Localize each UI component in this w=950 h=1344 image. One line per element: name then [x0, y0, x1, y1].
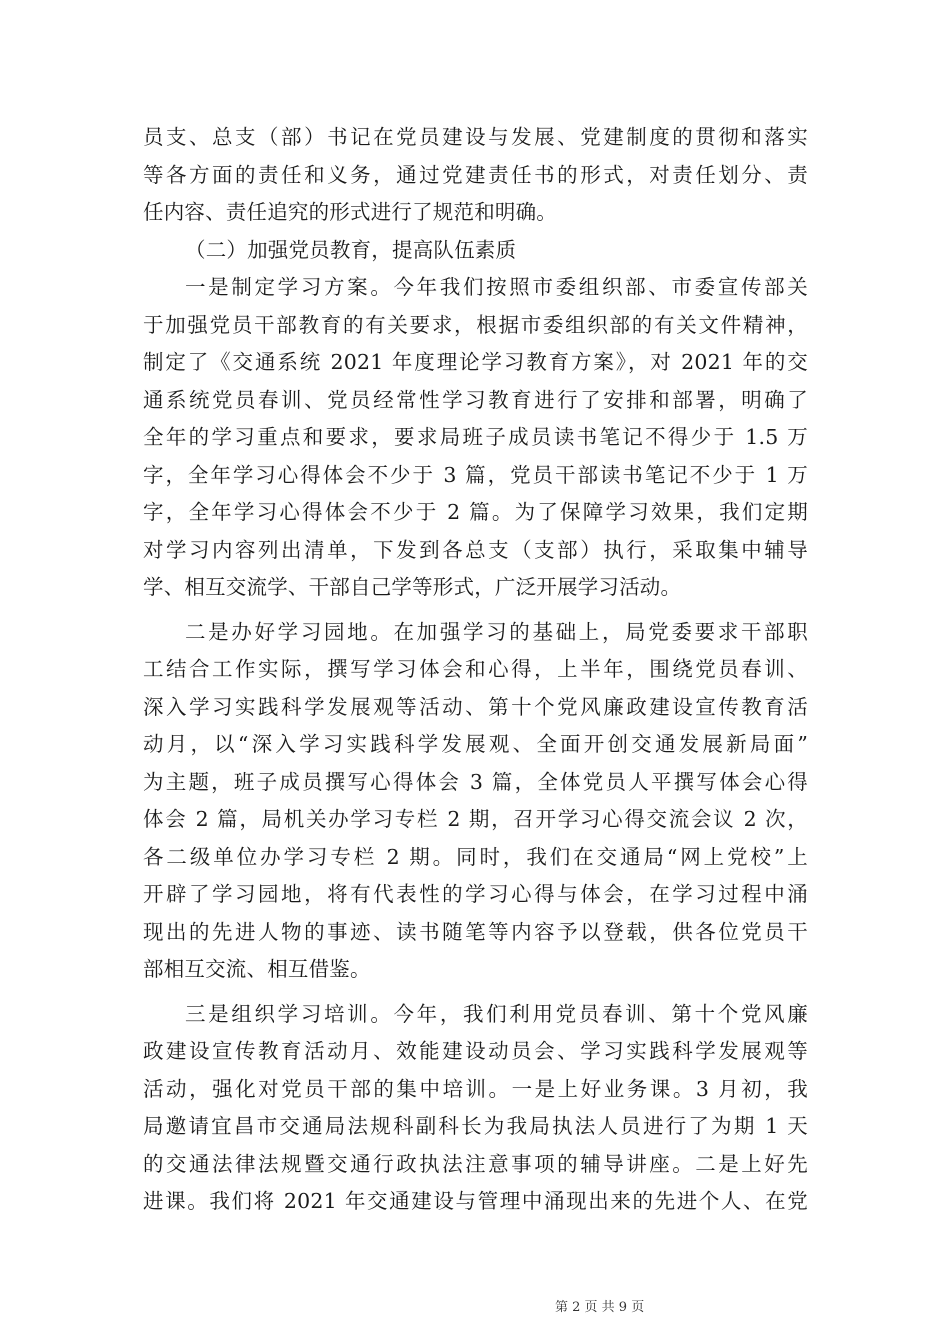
text-line: 制定了《交通系统 2021 年度理论学习教育方案》，对 2021 年的交	[143, 350, 808, 374]
text-line: 对学习内容列出清单，下发到各总支（支部）执行，采取集中辅导	[143, 537, 808, 562]
document-body	[143, 119, 808, 1221]
text-line: 通系统党员春训、党员经常性学习教育进行了安排和部署，明确了	[143, 387, 808, 412]
text-line: 学、相互交流学、干部自己学等形式，广泛开展学习活动。	[143, 575, 682, 599]
section-heading: （二）加强党员教育，提高队伍素质	[185, 237, 517, 262]
text-line: 字，全年学习心得体会不少于 2 篇。为了保障学习效果，我们定期	[143, 500, 808, 524]
text-line: 现出的先进人物的事迹、读书随笔等内容予以登载，供各位党员干	[143, 919, 808, 944]
text-line: 局邀请宜昌市交通局法规科副科长为我局执法人员进行了为期 1 天	[143, 1114, 808, 1138]
text-line: 体会 2 篇，局机关办学习专栏 2 期，召开学习心得交流会议 2 次，	[143, 807, 808, 831]
text-line: 二是办好学习园地。在加强学习的基础上，局党委要求干部职	[185, 619, 808, 644]
page-number: 第 2 页 共 9 页	[555, 1300, 645, 1315]
text-line: 为主题，班子成员撰写心得体会 3 篇，全体党员人平撰写体会心得	[143, 769, 808, 794]
text-line: 一是制定学习方案。今年我们按照市委组织部、市委宣传部关	[185, 275, 808, 299]
text-line: 进课。我们将 2021 年交通建设与管理中涌现出来的先进个人、在党	[143, 1189, 808, 1213]
text-line: 工结合工作实际，撰写学习体会和心得，上半年，围绕党员春训、	[143, 657, 808, 681]
text-line: 各二级单位办学习专栏 2 期。同时，我们在交通局“网上党校”上	[143, 844, 808, 869]
text-line: 任内容、责任追究的形式进行了规范和明确。	[143, 200, 557, 224]
text-line: 活动，强化对党员干部的集中培训。一是上好业务课。3 月初，我	[143, 1076, 808, 1101]
text-line: 员支、总支（部）书记在党员建设与发展、党建制度的贯彻和落实	[143, 125, 808, 149]
text-line: 部相互交流、相互借鉴。	[143, 957, 371, 981]
text-line: 深入学习实践科学发展观等活动、第十个党风廉政建设宣传教育活	[143, 694, 808, 719]
text-line: 字，全年学习心得体会不少于 3 篇，党员干部读书笔记不少于 1 万	[143, 462, 808, 487]
text-line: 政建设宣传教育活动月、效能建设动员会、学习实践科学发展观等	[143, 1039, 808, 1063]
text-line: 动月，以“深入学习实践科学发展观、全面开创交通发展新局面”	[143, 732, 808, 756]
text-line: 等各方面的责任和义务，通过党建责任书的形式，对责任划分、责	[143, 162, 808, 187]
text-line: 三是组织学习培训。今年，我们利用党员春训、第十个党风廉	[185, 1001, 808, 1026]
text-line: 的交通法律法规暨交通行政执法注意事项的辅导讲座。二是上好先	[143, 1151, 808, 1176]
text-line: 开辟了学习园地，将有代表性的学习心得与体会，在学习过程中涌	[143, 882, 808, 906]
text-line: 全年的学习重点和要求，要求局班子成员读书笔记不得少于 1.5 万	[143, 425, 808, 449]
text-line: 于加强党员干部教育的有关要求，根据市委组织部的有关文件精神，	[143, 312, 808, 337]
